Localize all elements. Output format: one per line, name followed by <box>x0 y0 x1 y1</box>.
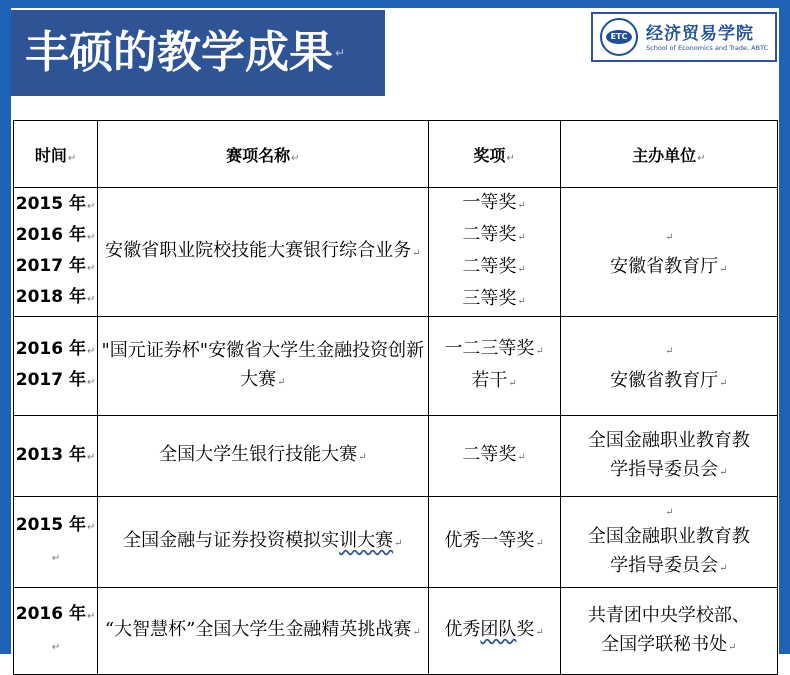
organizer-cell <box>560 317 777 416</box>
year: 2017 年↵ <box>15 256 96 276</box>
table-row <box>14 497 778 588</box>
emblem-text: ETC <box>606 30 632 44</box>
competition-name-cell: 安徽省职业院校技能大赛银行综合业务↵ <box>98 188 428 317</box>
year: ↵ <box>51 642 61 653</box>
organizer-line: 全国学联秘书处↵ <box>601 633 737 655</box>
organizer-cell <box>560 588 777 675</box>
frame-right-bar <box>779 0 790 654</box>
slide-title: 丰硕的教学成果 <box>25 27 333 78</box>
time-cell <box>14 188 98 317</box>
award-cell <box>428 497 560 588</box>
time-cell <box>14 317 98 416</box>
organizer-cell <box>560 497 777 588</box>
award: 二等奖↵ <box>462 444 526 465</box>
organizer-line: ↵ <box>665 232 674 243</box>
table-row <box>14 188 778 317</box>
organizer-line: 共青团中央学校部、 <box>587 604 750 626</box>
organizer-cell <box>560 416 777 497</box>
school-name-cn: 经济贸易学院 <box>646 24 754 44</box>
competition-name: "国元证券杯"安徽省大学生金融投资创新大赛 <box>101 339 425 390</box>
competition-name: 安徽省职业院校技能大赛银行综合业务 <box>105 240 412 261</box>
competition-name-cell: 全国金融与证券投资模拟实训大赛↵ <box>98 497 428 588</box>
organizer-line: 全国金融职业教育教 <box>587 429 750 451</box>
slide-title-banner <box>11 10 385 96</box>
competition-name-underlined: 赛 <box>375 530 394 551</box>
year: 2016 年↵ <box>15 339 96 359</box>
organizer-line: 学指导委员会↵ <box>610 555 728 576</box>
organizer-line: 安徽省教育厅↵ <box>610 256 728 277</box>
competition-name-cell: "国元证券杯"安徽省大学生金融投资创新大赛↵ <box>98 317 428 416</box>
year: 2013 年↵ <box>15 444 96 465</box>
award-cell <box>428 317 560 416</box>
header-award: 奖项 <box>473 145 506 165</box>
year: 2016 年↵ <box>15 604 96 624</box>
paragraph-mark: ↵ <box>697 152 706 164</box>
header-cell <box>560 121 777 188</box>
organizer-line: ↵ <box>665 346 674 357</box>
time-cell <box>14 416 98 497</box>
header-time: 时间 <box>34 145 67 165</box>
frame-left-bar <box>0 0 11 654</box>
paragraph-mark: ↵ <box>335 46 346 60</box>
award-cell <box>428 416 560 497</box>
header-competition-name: 赛项名称 <box>226 145 291 165</box>
school-name-en: School of Economics and Trade, ABTC <box>646 44 769 52</box>
header-organizer: 主办单位 <box>632 145 697 165</box>
award: 若干↵ <box>471 370 517 391</box>
award: 二等奖↵ <box>462 224 526 245</box>
competition-name-underlined: 大 <box>357 530 376 551</box>
competition-name-cell: “大智慧杯”全国大学生金融精英挑战赛↵ <box>98 588 428 675</box>
school-emblem-icon <box>600 18 638 56</box>
year: ↵ <box>51 553 61 564</box>
organizer-line: 安徽省教育厅↵ <box>610 370 728 391</box>
award: 一等奖↵ <box>462 192 526 213</box>
award: 三等奖↵ <box>462 288 526 309</box>
school-logo <box>591 12 777 62</box>
organizer-cell <box>560 188 777 317</box>
time-cell <box>14 497 98 588</box>
paragraph-mark: ↵ <box>291 152 300 164</box>
organizer-line: ↵ <box>665 507 674 518</box>
award-cell <box>428 588 560 675</box>
awards-table <box>13 120 778 675</box>
year: 2018 年↵ <box>15 287 96 307</box>
award: 优秀团队奖↵ <box>444 619 544 640</box>
year: 2015 年↵ <box>15 194 96 214</box>
paragraph-mark: ↵ <box>506 152 515 164</box>
header-cell <box>98 121 428 188</box>
award-underlined: 团队 <box>480 619 517 640</box>
table-row <box>14 588 778 675</box>
competition-name: 全国大学生银行技能大赛 <box>159 444 358 465</box>
header-cell <box>14 121 98 188</box>
table-row <box>14 416 778 497</box>
competition-name: 全国金融与证券投资模拟实 <box>123 530 340 551</box>
award: 一二三等奖↵ <box>444 338 544 359</box>
award: 优秀一等奖↵ <box>444 530 544 551</box>
frame-top-bar <box>0 0 790 8</box>
year: 2017 年↵ <box>15 370 96 390</box>
year: 2016 年↵ <box>15 225 96 245</box>
award-cell <box>428 188 560 317</box>
organizer-line: 全国金融职业教育教 <box>587 526 750 547</box>
competition-name-cell: 全国大学生银行技能大赛↵ <box>98 416 428 497</box>
competition-name-underlined: 训 <box>339 530 358 551</box>
year: 2015 年↵ <box>15 515 96 535</box>
organizer-line: 学指导委员会↵ <box>610 458 728 480</box>
competition-name: “大智慧杯”全国大学生金融精英挑战赛 <box>104 619 412 640</box>
paragraph-mark: ↵ <box>67 152 77 164</box>
header-cell <box>428 121 560 188</box>
table-row <box>14 317 778 416</box>
table-header-row <box>14 121 778 188</box>
time-cell <box>14 588 98 675</box>
award: 二等奖↵ <box>462 256 526 277</box>
